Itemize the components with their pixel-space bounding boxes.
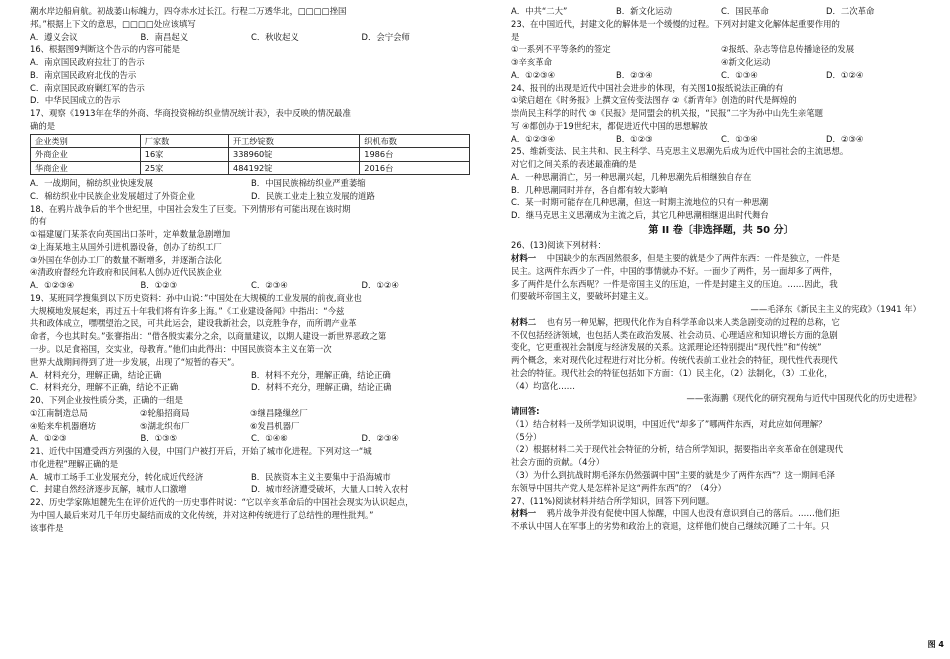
option: B．②③④ xyxy=(616,69,653,80)
q19-stem: 一步。以足食裕国，交实业，母教育。”他们由此得出：中国民族资本主义在第一次 xyxy=(30,344,332,355)
q18-stem: 的有 xyxy=(30,216,47,227)
material-text: 多了两件是什么东西呢？一件是帝国主义的压迫，一件是封建主义的压迫。……因此，我 xyxy=(511,278,838,289)
option: A．一战期间，棉纺织业快速发展 xyxy=(30,178,153,189)
option: B．南京国民政府北伐的告示 xyxy=(30,69,137,80)
option: D．②③④ xyxy=(826,133,864,144)
material-line xyxy=(511,252,931,265)
material-label: 材料一 xyxy=(511,508,537,519)
option: A．中共“二大” xyxy=(511,6,568,16)
q20-items-row xyxy=(30,407,472,420)
option: A．①②③④ xyxy=(511,133,556,144)
q24-item: ①梁启超在《时务报》上撰文宣传变法图存 ②《新青年》创造的时代是辉煌的 xyxy=(511,95,797,106)
item: ③继昌隆缫丝厂 xyxy=(250,407,308,418)
item: ①江南制造总局 xyxy=(30,407,88,418)
option: D．中华民国成立的告示 xyxy=(30,95,121,106)
option: D．①②④ xyxy=(826,69,864,80)
q22-options xyxy=(511,5,931,18)
q17-options-row xyxy=(30,177,472,190)
option: A．①②③ xyxy=(30,433,67,444)
option: A．一种思潮消亡，另一种思潮兴起，几种思潮先后相继独自存在 xyxy=(511,171,752,182)
option: D．②③④ xyxy=(361,433,399,444)
q25-stem: 对它们之间关系的表述最准确的是 xyxy=(511,159,637,170)
q20-items-row xyxy=(30,420,472,433)
option: C．①③④ xyxy=(721,133,758,144)
q16-stem: 16、根据图9判断这个告示的内容可能是 xyxy=(30,44,180,55)
option: D．继马克思主义思潮成为主流之后，其它几种思潮相继退出时代舞台 xyxy=(511,210,769,221)
q24-options xyxy=(511,133,931,146)
item: ②轮船招商局 xyxy=(140,407,190,418)
material-label: 材料二 xyxy=(511,316,537,327)
answer-label: 请回答: xyxy=(511,406,540,417)
q19-stem: 大规模地发展起来，再过五十年我们将有许多上海。”《工业建设备闻》中指出：“今兹 xyxy=(30,305,345,316)
material-line xyxy=(511,507,931,520)
answer-item: （1）结合材料一及所学知识说明，中国近代“却多了”哪两件东西，对此应如何理解？ xyxy=(511,418,827,429)
option: A．城市工场手工业发展充分，转化成近代经济 xyxy=(30,471,204,482)
q17-stem: 确的是 xyxy=(30,120,56,131)
q23-items-row xyxy=(511,43,931,56)
q26-header: 26、(13)阅读下列材料： xyxy=(511,240,606,251)
option: C．①③④ xyxy=(721,69,758,80)
table-header-cell: 厂家数 xyxy=(140,134,228,147)
option: D．二次革命 xyxy=(826,6,875,16)
item: ③辛亥革命 xyxy=(511,57,553,68)
q19-stem: 命者，今也其时矣。”张謇指出：“借各殷实素分之余，以商量建议，以期人建设一新世界恶政之第 xyxy=(30,331,387,342)
q22-stem: 为中国人最后来对几千年历史凝结而成的文化传统，并对这种传统进行了总结性的理性批判。” xyxy=(30,509,374,520)
q17-options-row xyxy=(30,190,472,203)
q15-options xyxy=(30,31,472,44)
option: B．民族资本主义主要集中于沿海城市 xyxy=(251,471,391,482)
q19-stem: 世界大战期间得到了进一步发展，出现了“短暂的春天”。 xyxy=(30,356,240,367)
answer-item: （2）根据材料二关于现代社会特征的分析，结合所学知识，据要指出辛亥革命在创建现代 xyxy=(511,444,843,455)
q18-item: ②上海某地主从国外引进机器设备，创办了纺织工厂 xyxy=(30,241,222,252)
option: C．南京国民政府剿红军的告示 xyxy=(30,82,145,93)
item: ⑤湖北织布厂 xyxy=(140,420,190,431)
material-text: 社会的特征。现代社会的特征包括如下方面：（1）民主化，（2）法制化，（3）工业化， xyxy=(511,367,833,378)
table-header-cell: 企业类别 xyxy=(31,134,141,147)
material-text: 民主。这两件东西少了一件，中国的事情就办不好。一面少了两件，另一面却多了两件， xyxy=(511,265,838,276)
table-row xyxy=(31,148,470,161)
material-text: 不承认中国人在军事上的劣势和政治上的衰退，这样他们使自己继续沉睡了二十年。只 xyxy=(511,521,830,532)
option: C．某一时期可能存在几种思潮，但这一时期主流地位的只有一种思潮 xyxy=(511,197,769,208)
q21-stem: 21、近代中国遭受西方列强的入侵，中国门户被打开后，开始了城市化进程。下列对这一“城 xyxy=(30,446,372,457)
q18-options xyxy=(30,279,472,292)
material-text: 变化，它更重视社会制度与经济发展的关系。这派理论还特别提出“现代性”和“传统” xyxy=(511,342,822,353)
option: A．南京国民政府拉壮丁的告示 xyxy=(30,57,145,68)
option: A．①②③④ xyxy=(30,280,75,291)
option: D．会宁会师 xyxy=(361,31,410,42)
material-text: （4）均富化…… xyxy=(511,380,575,391)
option: D．民族工业走上独立发展的道路 xyxy=(251,190,375,201)
q18-item: ③外国在华创办工厂的数量不断增多，并逐渐合法化 xyxy=(30,254,222,265)
q23-options xyxy=(511,69,931,82)
table-cell: 1986台 xyxy=(360,148,470,161)
option: B．几种思潮同时并存，各自都有较大影响 xyxy=(511,184,668,195)
q25-stem: 25、维新变法、民主共和、民主科学、马克思主义思潮先后成为近代中国社会的主流思想。 xyxy=(511,146,849,157)
table-cell: 外商企业 xyxy=(31,148,141,161)
option: B．①②③ xyxy=(616,133,653,144)
answer-item: （3）为什么到抗战时期毛泽东仍然强调中国“主要的就是少了两件东西”？这一期间毛泽 xyxy=(511,469,835,480)
q22-stem: 22、历史学家陈旭麓先生在评价近代的一历史事件时说：“它以辛亥革命后的中国社会现实为认识起点， xyxy=(30,497,414,508)
table-header-cell: 织机布数 xyxy=(360,134,470,147)
option: C．①④⑥ xyxy=(251,433,288,444)
material-text: 不仅包括经济领域，也包括人类在政治发展、社会动员、心理适应和知识增长方面的急剧 xyxy=(511,329,838,340)
q23-items-row xyxy=(511,56,931,69)
q21-options-row xyxy=(30,471,472,484)
material-line xyxy=(511,316,931,329)
q20-stem: 20、下列企业按性质分类，正确的一组是 xyxy=(30,395,184,406)
material-source: ——毛泽东《新民主主义的宪政》（1941 年） xyxy=(750,304,921,315)
section-title: 第 II 卷〔非选择题，共 50 分〕 xyxy=(648,225,794,237)
table-header-row xyxy=(31,134,470,147)
table-cell: 25家 xyxy=(140,161,228,174)
q19-options-row xyxy=(30,381,472,394)
material-text: 们要破坏帝国主义，要破坏封建主义。 xyxy=(511,291,654,302)
q20-options xyxy=(30,432,472,445)
q17-table xyxy=(30,134,470,175)
q23-stem: 23、在中国近代，封建文化的解体是一个缓慢的过程。下列对封建文化解体起重要作用的 xyxy=(511,18,840,29)
left-column xyxy=(30,5,472,535)
table-cell: 2016台 xyxy=(360,161,470,174)
table-cell: 华商企业 xyxy=(31,161,141,174)
q23-stem: 是 xyxy=(511,31,520,42)
material-text: 也有另一种见解，把现代化作为自科学革命以来人类急剧变动的过程的总称，它 xyxy=(546,316,840,327)
q18-item: ④清政府督经允许政府和民间私人创办近代民族企业 xyxy=(30,267,222,278)
page-label: 图 4 xyxy=(927,639,944,649)
option: D．材料不充分，理解正确，结论正确 xyxy=(251,382,392,393)
q24-stem: 24、报刊的出现是近代中国社会进步的体现，有关图10报纸说法正确的有 xyxy=(511,82,784,93)
material-text: 中国缺少的东西固然很多，但是主要的就是少了两件东西：一件是独立，一件是 xyxy=(546,252,840,263)
answer-item: （5分） xyxy=(511,431,542,442)
q15-text-line: 潮水岸边船肩航。初战萎山标魄力，四夺赤水过长江。行程二万透华北，□□□□挫国 xyxy=(30,6,347,16)
answer-item: 东领导中国共产党人是怎样补足这“两件东西”的？（4分） xyxy=(511,482,727,493)
q18-item: ①福建厦门某茶农向英国出口茶叶，定单数量急剧增加 xyxy=(30,229,231,240)
q21-options-row xyxy=(30,483,472,496)
option: B．①②③ xyxy=(140,280,178,291)
option: C．国民革命 xyxy=(721,6,769,16)
option: A．①②③④ xyxy=(511,69,556,80)
option: C．棉纺织业中民族企业发展超过了外资企业 xyxy=(30,190,195,201)
table-header-cell: 开工纱锭数 xyxy=(228,134,359,147)
q27-header: 27、(11%)阅读材料并结合所学知识，回答下列问题。 xyxy=(511,495,715,506)
item: ⑥发昌机器厂 xyxy=(250,420,300,431)
table-cell: 484192锭 xyxy=(228,161,359,174)
item: ②报纸、杂志等信息传播途径的发展 xyxy=(721,44,855,55)
table-row xyxy=(31,161,470,174)
option: C．②③④ xyxy=(251,280,288,291)
option: A．材料充分，理解正确，结论正确 xyxy=(30,369,162,380)
q24-item: 写 ④都创办于19世纪末，都促进近代中国的思想解放 xyxy=(511,120,708,131)
option: D．城市经济遭受破坏，大量人口转入农村 xyxy=(251,484,409,495)
material-text: 两个概念，来对现代化过程进行对比分析。传统代表前工业社会的特征，现代性代表现代 xyxy=(511,355,838,366)
option: C．封建自然经济逐步瓦解，城市人口激增 xyxy=(30,484,187,495)
option: B．材料不充分，理解正确，结论正确 xyxy=(251,369,391,380)
q17-stem: 17、观察《1913年在华的外商、华商投资棉纺织业情况统计表》，表中反映的情况最准 xyxy=(30,108,351,119)
option: A．遵义会议 xyxy=(30,31,78,42)
item: ④贻来牟机器磨坊 xyxy=(30,420,97,431)
material-source: ——张海鹏《现代化的研究视角与近代中国现代化的历史进程》 xyxy=(686,393,921,404)
right-column xyxy=(511,5,931,533)
q19-stem: 19、某班同学搜集到以下历史资料：孙中山说：”中国处在大规模的工业发展的前夜,商业也 xyxy=(30,292,362,303)
item: ①一系列不平等条约的签定 xyxy=(511,44,611,55)
q19-options-row xyxy=(30,369,472,382)
q22-stem: 该事件是 xyxy=(30,522,64,533)
answer-item: 社会方面的贡献。（4分） xyxy=(511,457,605,468)
option: C．秋收起义 xyxy=(251,31,299,42)
material-text: 鸦片战争并没有促使中国人惊醒，中国人也没有意识到自己的落后。……他们拒 xyxy=(546,508,840,519)
item: ④新文化运动 xyxy=(721,57,771,68)
option: C．材料充分，理解不正确，结论不正确 xyxy=(30,382,179,393)
table-cell: 16家 xyxy=(140,148,228,161)
option: B．中国民族棉纺织业严重萎缩 xyxy=(251,178,366,189)
q15-text-line: 邦。”根据上下文的意思，□□□□处应该填写 xyxy=(30,18,196,29)
material-label: 材料一 xyxy=(511,252,537,263)
table-cell: 338960锭 xyxy=(228,148,359,161)
q21-stem: 市化进程”理解正确的是 xyxy=(30,458,119,469)
option: B．南昌起义 xyxy=(140,31,189,42)
q18-stem: 18、在鸦片战争后的半个世纪里，中国社会发生了巨变。下列情形有可能出现在该时期 xyxy=(30,203,351,214)
option: D．①②④ xyxy=(361,280,399,291)
option: B．①③⑤ xyxy=(140,433,178,444)
q19-stem: 共和政体成立，嘿嘿望治之民，可共此运会，建设我新社会，以竞胜争存，而所谓产业革 xyxy=(30,318,357,329)
q24-item: 崇尚民主科学的时代 ③《民报》是同盟会的机关报，“民报”二字为孙中山先生亲笔题 xyxy=(511,108,823,119)
option: B．新文化运动 xyxy=(616,6,672,16)
